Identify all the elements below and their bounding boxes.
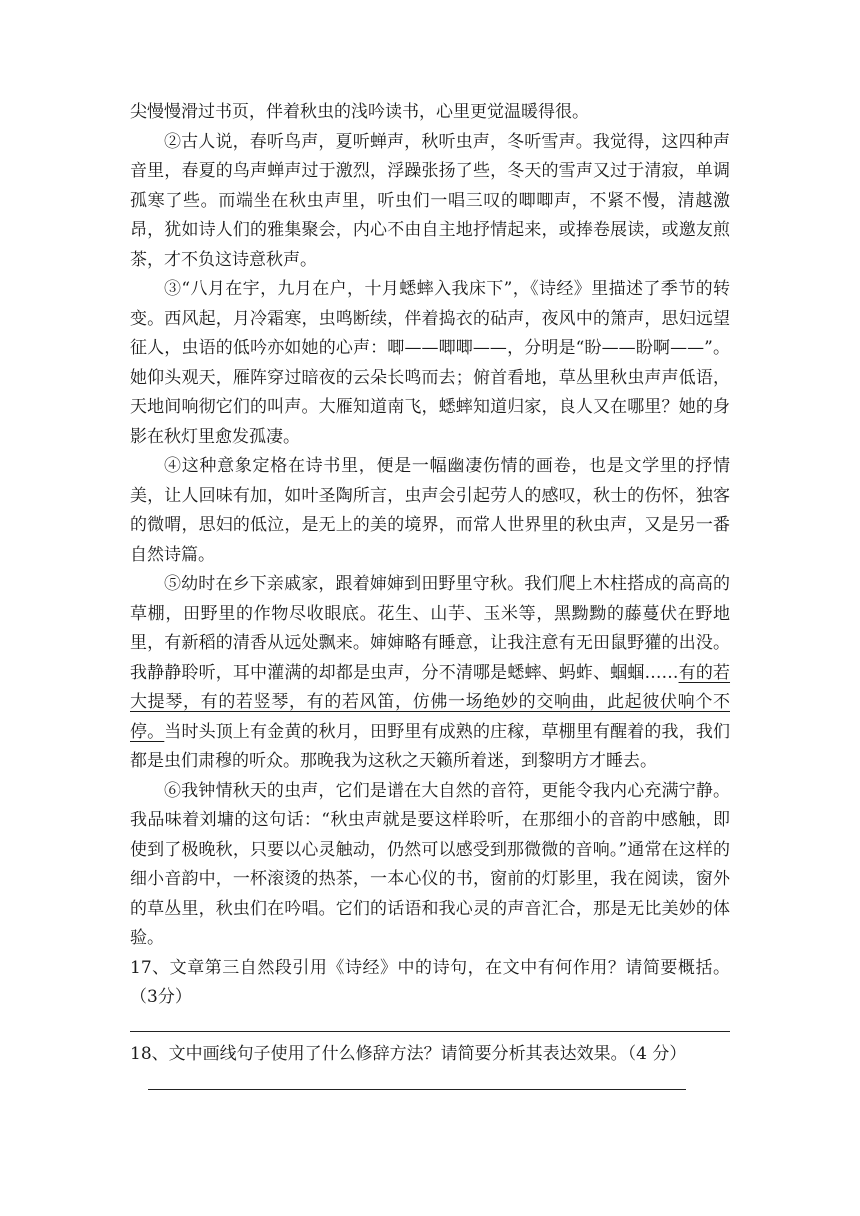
paragraph-3: ③“八月在宇，九月在户，十月蟋蟀入我床下”，《诗经》里描述了季节的转变。西风起，月冷霜寒，虫鸣断续，伴着捣衣的砧声，夜风中的箫声，思妇远望征人，虫语的低吟亦如她的心声：唧——唧唧——，分明是“盼——盼啊——”。她仰头观天，雁阵穿过暗夜的云朵长鸣而去；俯首看地，草丛里秋虫声声低语，天地间响彻它们的叫声。大雁知道南飞，蟋蟀知道归家，良人又在哪里？她的身影在秋灯里愈发孤凄。 <box>130 279 730 447</box>
paragraph-5 <box>130 570 730 777</box>
document-page <box>130 98 730 1090</box>
paragraph-2: ②古人说，春听鸟声，夏听蝉声，秋听虫声，冬听雪声。我觉得，这四种声音里，春夏的鸟声蝉声过于激烈，浮躁张扬了些，冬天的雪声又过于清寂，单调孤寒了些。而端坐在秋虫声里，听虫们一唱三叹的唧唧声，不紧不慢，清越激昂，犹如诗人们的雅集聚会，内心不由自主地抒情起来，或捧卷展读，或邀友煎茶，才不负这诗意秋声。 <box>130 131 730 270</box>
question-18: 18、文中画线句子使用了什么修辞方法？请简要分析其表达效果。（4 分） <box>130 1043 687 1064</box>
answer-line-18[interactable] <box>148 1089 686 1090</box>
answer-line-17[interactable] <box>130 1031 730 1032</box>
underlined-sentence: 有的若大提琴，有的若竖琴，有的若风笛，仿佛一场绝妙的交响曲，此起彼伏响个不停。 <box>130 662 731 742</box>
question-17: 17、文章第三自然段引用《诗经》中的诗句，在文中有何作用？请简要概括。（3分） <box>130 957 730 1007</box>
paragraph-5-end: 当时头顶上有金黄的秋月，田野里有成熟的庄稼，草棚里有醒着的我，我们都是虫们肃穆的听众。那晚我为这秋之天籁所着迷，到黎明方才睡去。 <box>130 721 731 771</box>
paragraph-continued: 尖慢慢滑过书页，伴着秋虫的浅吟读书，心里更觉温暖得很。 <box>130 102 589 122</box>
paragraph-6: ⑥我钟情秋天的虫声，它们是谱在大自然的音符，更能令我内心充满宁静。我品味着刘墉的这句话：“秋虫声就是要这样聆听，在那细小的音韵中感触，即使到了极晚秋，只要以心灵触动，仍然可以感受到那微微的音响。”通常在这样的细小音韵中，一杯滚烫的热茶，一本心仪的书，窗前的灯影里，我在阅读，窗外的草丛里，秋虫们在吟唱。它们的话语和我心灵的声音汇合，那是无比美妙的体验。 <box>130 780 730 948</box>
paragraph-5-start: ⑤幼时在乡下亲戚家，跟着婶婶到田野里守秋。我们爬上木柱搭成的高高的草棚，田野里的作物尽收眼底。花生、山芋、玉米等，黑黝黝的藤蔓伏在野地里，有新稻的清香从远处飘来。婶婶略有睡意，让我注意有无田鼠野獾的出没。我静静聆听，耳中灌满的却都是虫声，分不清哪是蟋蟀、蚂蚱、蝈蝈…… <box>130 574 730 683</box>
paragraph-4: ④这种意象定格在诗书里，便是一幅幽凄伤情的画卷，也是文学里的抒情美，让人回味有加，如叶圣陶所言，虫声会引起劳人的感叹，秋士的伤怀，独客的微喟，思妇的低泣，是无上的美的境界，而常人世界里的秋虫声，又是另一番自然诗篇。 <box>130 456 730 565</box>
